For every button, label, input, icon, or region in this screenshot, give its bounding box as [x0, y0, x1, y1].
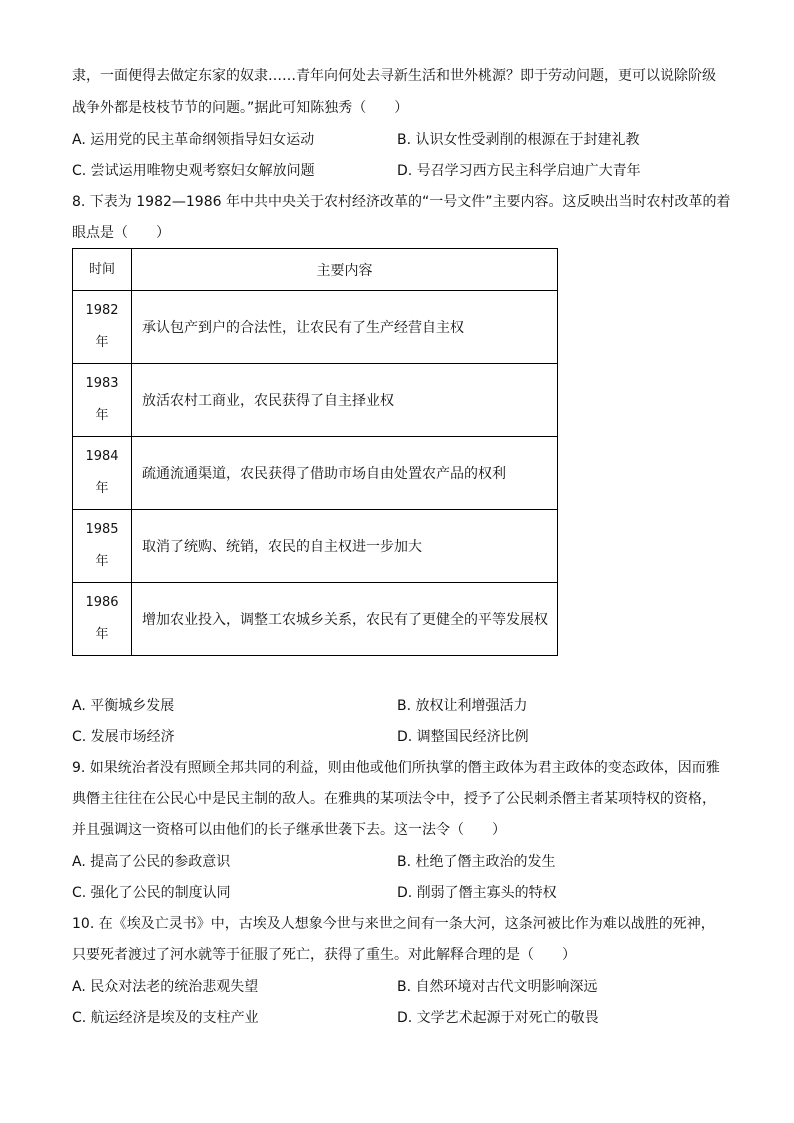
q9-option-d[interactable]: D. 削弱了僭主寡头的特权 — [397, 885, 557, 901]
q9-option-a[interactable]: A. 提高了公民的参政意识 — [72, 854, 231, 870]
q10-stem-line-2: 只要死者渡过了河水就等于征服了死亡，获得了重生。对此解释合理的是（ ） — [72, 947, 576, 963]
row-year: 1985 — [85, 522, 119, 537]
table-row — [73, 291, 558, 364]
q7-stem-line-1: 隶，一面便得去做定东家的奴隶……青年向何处去寻新生活和世外桃源？即于劳动问题，更可以说除阶级 — [72, 68, 716, 84]
q8-stem-line-2: 眼点是（ ） — [72, 225, 170, 241]
q9-option-c[interactable]: C. 强化了公民的制度认同 — [72, 885, 231, 901]
row-year-cell — [73, 437, 132, 510]
header-content: 主要内容 — [132, 249, 558, 291]
row-year-unit: 年 — [95, 481, 109, 496]
q7-stem-line-2: 战争外都是枝枝节节的问题。”据此可知陈独秀（ ） — [72, 100, 409, 116]
row-content: 放活农村工商业，农民获得了自主择业权 — [132, 364, 558, 437]
q10-stem-line-1: 10. 在《埃及亡灵书》中，古埃及人想象今世与来世之间有一条大河，这条河被比作为难以战胜的死神， — [72, 916, 715, 932]
header-time: 时间 — [73, 249, 132, 291]
row-year: 1986 — [85, 595, 119, 610]
row-year: 1982 — [85, 303, 119, 318]
row-year-cell — [73, 583, 132, 656]
row-year-cell — [73, 291, 132, 364]
table-row — [73, 583, 558, 656]
table-row — [73, 510, 558, 583]
row-year-cell — [73, 364, 132, 437]
q10-option-c[interactable]: C. 航运经济是埃及的支柱产业 — [72, 1010, 259, 1026]
q9-stem-line-2: 典僭主往往在公民心中是民主制的敌人。在雅典的某项法令中，授予了公民刺杀僭主者某项特权的资格， — [72, 791, 716, 807]
q8-option-b[interactable]: B. 放权让利增强活力 — [397, 698, 528, 714]
row-content: 增加农业投入，调整工农城乡关系，农民有了更健全的平等发展权 — [132, 583, 558, 656]
row-content: 承认包产到户的合法性，让农民有了生产经营自主权 — [132, 291, 558, 364]
row-year-unit: 年 — [95, 627, 109, 642]
row-content: 取消了统购、统销，农民的自主权进一步加大 — [132, 510, 558, 583]
q8-reform-table — [72, 248, 558, 656]
row-year: 1984 — [85, 449, 119, 464]
row-year-unit: 年 — [95, 554, 109, 569]
q7-option-d[interactable]: D. 号召学习西方民主科学启迪广大青年 — [397, 163, 641, 179]
row-year: 1983 — [85, 376, 119, 391]
q10-option-d[interactable]: D. 文学艺术起源于对死亡的敬畏 — [397, 1010, 599, 1026]
q9-option-b[interactable]: B. 杜绝了僭主政治的发生 — [397, 854, 556, 870]
table-header-row — [73, 249, 558, 291]
row-content: 疏通流通渠道，农民获得了借助市场自由处置农产品的权利 — [132, 437, 558, 510]
row-year-unit: 年 — [95, 408, 109, 423]
q8-option-a[interactable]: A. 平衡城乡发展 — [72, 698, 175, 714]
q7-option-a[interactable]: A. 运用党的民主革命纲领指导妇女运动 — [72, 132, 315, 148]
q8-option-c[interactable]: C. 发展市场经济 — [72, 729, 175, 745]
q8-stem-line-1: 8. 下表为 1982—1986 年中共中央关于农村经济改革的“一号文件”主要内容。这反映出当时农村改革的着 — [72, 194, 731, 210]
row-year-unit: 年 — [95, 335, 109, 350]
q10-option-b[interactable]: B. 自然环境对古代文明影响深远 — [397, 979, 598, 995]
q7-option-c[interactable]: C. 尝试运用唯物史观考察妇女解放问题 — [72, 163, 315, 179]
q9-stem-line-3: 并且强调这一资格可以由他们的长子继承世袭下去。这一法令（ ） — [72, 822, 506, 838]
table-row — [73, 437, 558, 510]
q10-option-a[interactable]: A. 民众对法老的统治悲观失望 — [72, 979, 259, 995]
row-year-cell — [73, 510, 132, 583]
q9-stem-line-1: 9. 如果统治者没有照顾全邦共同的利益，则由他或他们所执掌的僭主政体为君主政体的变态政体，因而雅 — [72, 760, 720, 776]
q7-option-b[interactable]: B. 认识女性受剥削的根源在于封建礼教 — [397, 132, 640, 148]
table-row — [73, 364, 558, 437]
q8-option-d[interactable]: D. 调整国民经济比例 — [397, 729, 529, 745]
